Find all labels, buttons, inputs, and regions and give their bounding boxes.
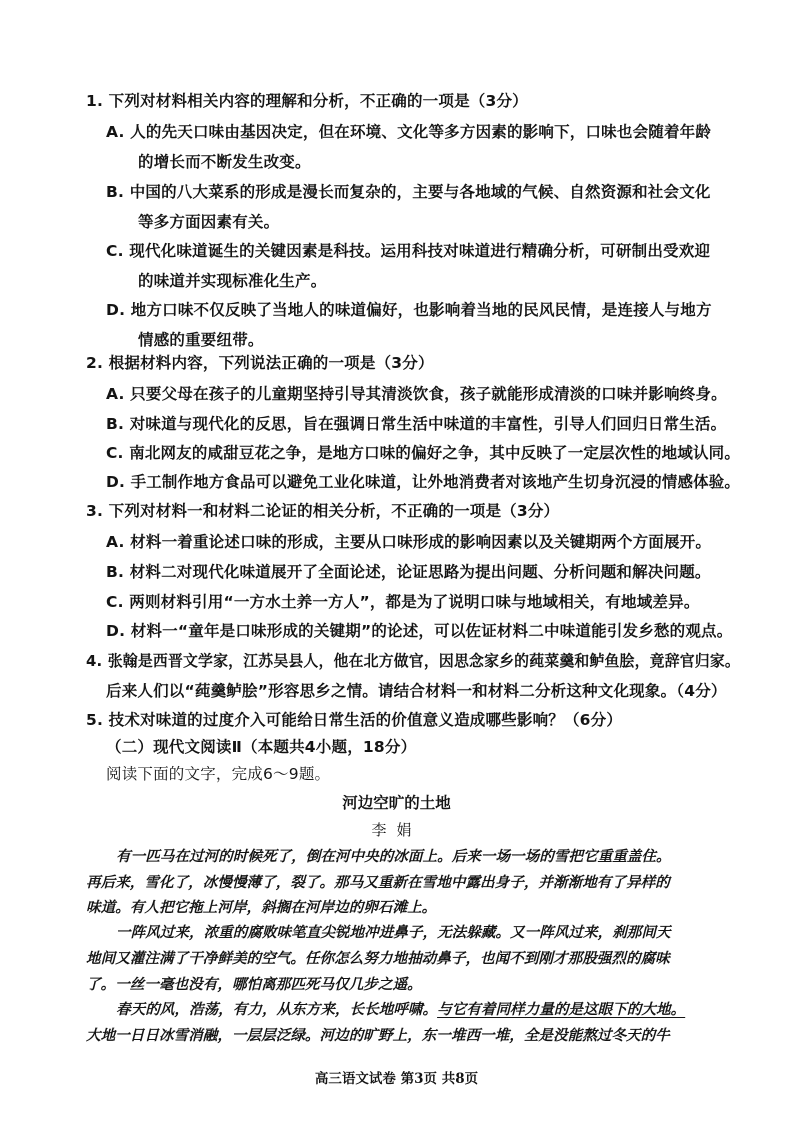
q4-stem-cont: 后来人们以“莼羹鲈脍”形容思乡之情。请结合材料一和材料二分析这种文化现象。（4分）: [106, 682, 727, 700]
article-p2-line3: 了。一丝一毫也没有，哪怕离那匹死马仅几步之遥。: [86, 976, 422, 993]
article-title: 河边空旷的土地: [342, 793, 451, 812]
article-p1-line2: 再后来，雪化了，冰慢慢薄了，裂了。那马又重新在雪地中露出身子，并渐渐地有了异样的: [86, 874, 670, 891]
article-author: [0, 820, 793, 840]
section-instruction: 阅读下面的文字，完成6～9题。: [106, 765, 331, 783]
q1-option-b-cont: 等多方面因素有关。: [138, 213, 280, 231]
q3-stem: 3. 下列对材料一和材料二论证的相关分析，不正确的一项是（3分）: [86, 502, 560, 520]
q3-option-d: D. 材料一“童年是口味形成的关键期”的论述，可以佐证材料二中味道能引发乡愁的观点。: [106, 622, 733, 640]
q3-option-b: B. 材料二对现代化味道展开了全面论述，论证思路为提出问题、分析问题和解决问题。: [106, 563, 711, 581]
article-p3-line1: [116, 1000, 685, 1020]
q5-stem: 5. 技术对味道的过度介入可能给日常生活的价值意义造成哪些影响？（6分）: [86, 711, 623, 729]
q1-option-d-cont: 情感的重要纽带。: [138, 331, 264, 349]
article-p2-line1: 一阵风过来，浓重的腐败味笔直尖锐地冲进鼻子，无法躲藏。又一阵风过来，刹那间天: [116, 924, 671, 941]
q2-option-a: A. 只要父母在孩子的儿童期坚持引导其清淡饮食，孩子就能形成清淡的口味并影响终身。: [106, 385, 727, 403]
article-p3-line2: 大地一日日冰雪消融，一层层泛绿。河边的旷野上，东一堆西一堆，全是没能熬过冬天的牛: [86, 1027, 670, 1044]
q1-option-c: C. 现代化味道诞生的关键因素是科技。运用科技对味道进行精确分析，可研制出受欢迎: [106, 242, 711, 260]
article-author-name: 李娟: [371, 821, 422, 839]
article-p3-line1-text: 春天的风，浩荡，有力，从东方来，长长地呼啸。: [116, 1001, 438, 1018]
section-heading: （二）现代文阅读Ⅱ（本题共4小题，18分）: [106, 738, 417, 756]
q1-option-b: B. 中国的八大菜系的形成是漫长而复杂的，主要与各地域的气候、自然资源和社会文化: [106, 183, 711, 201]
q1-option-a-cont: 的增长而不断发生改变。: [138, 153, 311, 171]
q1-stem: 1. 下列对材料相关内容的理解和分析，不正确的一项是（3分）: [86, 92, 528, 110]
q1-option-c-cont: 的味道并实现标准化生产。: [138, 272, 327, 290]
article-p1-line1: 有一匹马在过河的时候死了，倒在河中央的冰面上。后来一场一场的雪把它重重盖住。: [116, 848, 671, 865]
article-p1-line3: 味道。有人把它拖上河岸，斜搁在河岸边的卵石滩上。: [86, 899, 437, 916]
article-p3-underlined-sentence: 与它有着同样力量的是这眼下的大地。: [437, 1001, 686, 1018]
page-footer: 高三语文试卷 第3页 共8页: [314, 1071, 479, 1087]
q2-option-c: C. 南北网友的咸甜豆花之争，是地方口味的偏好之争，其中反映了一定层次性的地域认同。: [106, 444, 740, 462]
q1-option-d: D. 地方口味不仅反映了当地人的味道偏好，也影响着当地的民风民情，是连接人与地方: [106, 301, 712, 319]
q2-option-b: B. 对味道与现代化的反思，旨在强调日常生活中味道的丰富性，引导人们回归日常生活。: [106, 415, 727, 433]
q3-option-c: C. 两则材料引用“一方水土养一方人”，都是为了说明口味与地域相关，有地域差异。: [106, 593, 700, 611]
q3-option-a: A. 材料一着重论述口味的形成，主要从口味形成的影响因素以及关键期两个方面展开。: [106, 533, 712, 551]
q2-option-d: D. 手工制作地方食品可以避免工业化味道，让外地消费者对该地产生切身沉浸的情感体验。: [106, 473, 741, 491]
q4-stem: 4. 张翰是西晋文学家，江苏吴县人，他在北方做官，因思念家乡的莼菜羹和鲈鱼脍，竟辞官归家。: [86, 652, 740, 670]
q1-option-a: A. 人的先天口味由基因决定，但在环境、文化等多方因素的影响下，口味也会随着年龄: [106, 123, 712, 141]
q2-stem: 2. 根据材料内容，下列说法正确的一项是（3分）: [86, 354, 434, 372]
article-p2-line2: 地间又灌注满了干净鲜美的空气。任你怎么努力地抽动鼻子，也闻不到刚才那股强烈的腐味: [86, 950, 670, 967]
